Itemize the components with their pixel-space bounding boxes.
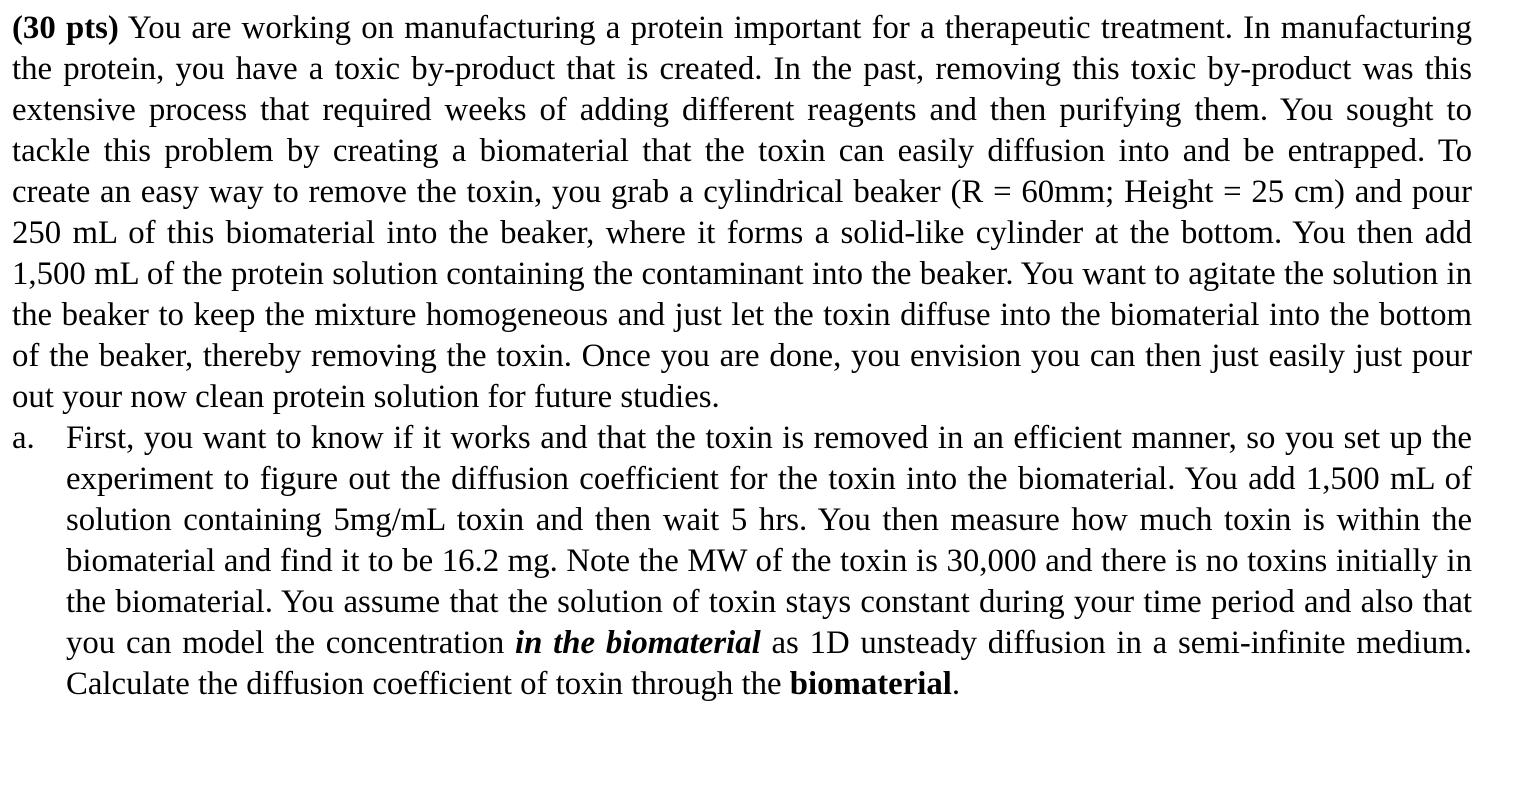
- question-intro-text: You are working on manufacturing a protein important for a therapeutic treatment. In manufacturing the protein, you have a toxic by-product that is created. In the past, removing this toxic by-product was this extensive process that required weeks of adding different reagents and then purifying them. You sought to tackle this problem by creating a biomaterial that the toxin can easily diffusion into and be entrapped. To create an easy way to remove the toxin, you grab a cylindrical beaker (R = 60mm; Height = 25 cm) and pour 250 mL of this biomaterial into the beaker, where it forms a solid-like cylinder at the bottom. You then add 1,500 mL of the protein solution containing the contaminant into the beaker. You want to agitate the solution in the beaker to keep the mixture homogeneous and just let the toxin diffuse into the biomaterial into the bottom of the beaker, thereby removing the toxin. Once you are done, you envision you can then just easily just pour out your now clean protein solution for future studies.: [12, 10, 1472, 415]
- part-a-emphasis: in the biomaterial: [515, 625, 761, 661]
- part-a-body: [66, 418, 1472, 705]
- part-a-marker: a.: [12, 420, 35, 456]
- document-page: [12, 8, 1472, 705]
- part-a-text-2: as 1D unsteady diffusion in a semi-infinite medium. Calculate the diffusion coefficient of toxin through the: [66, 625, 1472, 702]
- part-a-text-1: First, you want to know if it works and that the toxin is removed in an efficient manner, so you set up the experiment to figure out the diffusion coefficient for the toxin into the biomaterial. You add 1,500 mL of solution containing 5mg/mL toxin and then wait 5 hrs. You then measure how much toxin is within the biomaterial and find it to be 16.2 mg. Note the MW of the toxin is 30,000 and there is no toxins initially in the biomaterial. You assume that the solution of toxin stays constant during your time period and also that you can model the concentration: [66, 420, 1472, 661]
- part-a-bold-term: biomaterial: [789, 666, 952, 702]
- points-label: (30 pts): [12, 10, 119, 46]
- part-a: [12, 418, 1472, 705]
- question-paragraph: [12, 8, 1472, 418]
- part-a-end: .: [951, 666, 961, 702]
